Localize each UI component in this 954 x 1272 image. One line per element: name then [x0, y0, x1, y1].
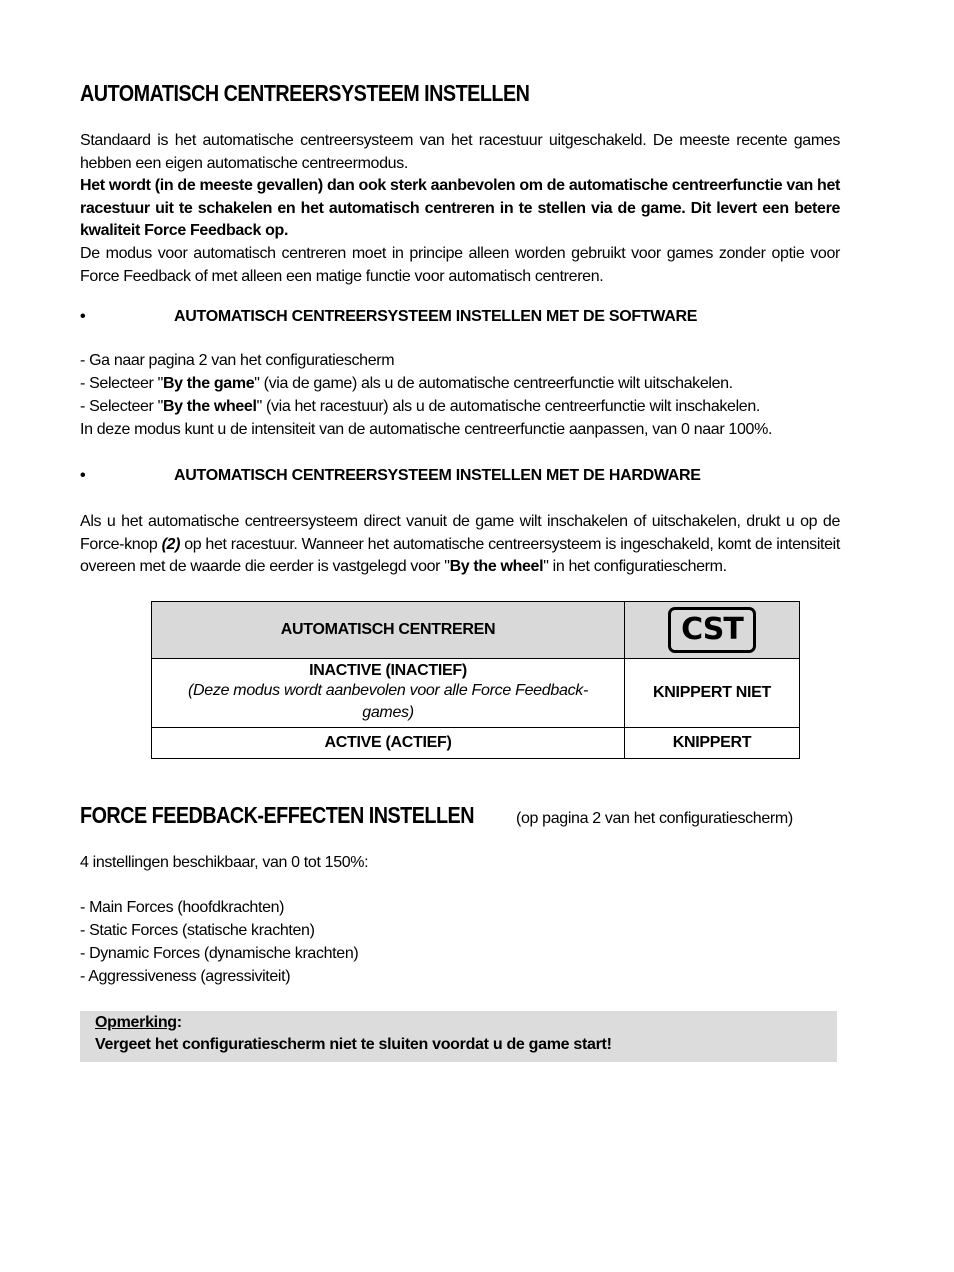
- recommendation-paragraph: Het wordt (in de meeste gevallen) dan ook sterk aanbevolen om de automatische centreerfunctie van het racestuur uit te schakelen en het automatisch centreren in te stellen via de game. Dit levert een betere kwaliteit Force Feedback op.: [80, 177, 840, 240]
- force-feedback-title-note: (op pagina 2 van het configuratiescherm): [516, 810, 793, 827]
- table-header-logo-cell: [625, 602, 800, 659]
- table-row: [152, 728, 800, 759]
- table-header-row: [152, 602, 800, 659]
- software-step-3: - Selecteer "By the wheel" (via het racestuur) als u de automatische centreerfunctie wilt inschakelen.: [80, 398, 760, 415]
- software-step-2: - Selecteer "By the game" (via de game) als u de automatische centreerfunctie wilt uitschakelen.: [80, 375, 733, 392]
- software-step-1: - Ga naar pagina 2 van het configuratiescherm: [80, 352, 395, 369]
- usage-paragraph: De modus voor automatisch centreren moet in principe alleen worden gebruikt voor games zonder optie voor Force Feedback of met alleen een matige functie voor automatisch centreren.: [80, 245, 840, 285]
- inactive-value: KNIPPERT NIET: [625, 659, 800, 728]
- table-header-label: AUTOMATISCH CENTREREN: [152, 602, 625, 659]
- bullet-icon: •: [80, 467, 86, 484]
- inactive-cell: [152, 659, 625, 728]
- hardware-paragraph: Als u het automatische centreersysteem direct vanuit de game wilt inschakelen of uitschakelen, drukt u op de Force-knop (2) op het racestuur. Wanneer het automatische centreersysteem is ingeschakeld, komt de intensiteit overeen met de waarde die eerder is vastgelegd voor "By the wheel" in het configuratiescherm.: [80, 513, 840, 576]
- note-text: Vergeet het configuratiescherm niet te sluiten voordat u de game start!: [95, 1036, 612, 1053]
- intro-paragraph: Standaard is het automatische centreersysteem van het racestuur uitgeschakeld. De meeste recente games hebben een eigen automatische centreermodus.: [80, 132, 840, 172]
- settings-intro: 4 instellingen beschikbaar, van 0 tot 150%:: [80, 854, 369, 871]
- bullet-icon: •: [80, 308, 86, 325]
- force-feedback-title: FORCE FEEDBACK-EFFECTEN INSTELLEN: [80, 802, 474, 828]
- list-item: - Dynamic Forces (dynamische krachten): [80, 945, 359, 962]
- inactive-title: INACTIVE (INACTIEF): [309, 662, 467, 679]
- active-value: KNIPPERT: [625, 728, 800, 759]
- list-item: - Static Forces (statische krachten): [80, 922, 315, 939]
- list-item: - Aggressiveness (agressiviteit): [80, 968, 291, 985]
- note-box: [80, 1011, 837, 1062]
- hardware-subheading-text: AUTOMATISCH CENTREERSYSTEEM INSTELLEN MET DE HARDWARE: [174, 467, 701, 484]
- active-title: ACTIVE (ACTIEF): [152, 728, 625, 759]
- note-label: Opmerking:: [95, 1014, 182, 1031]
- software-mode-note: In deze modus kunt u de intensiteit van de automatische centreerfunctie aanpassen, van 0 naar 100%.: [80, 421, 773, 438]
- centering-table: [151, 601, 800, 759]
- inactive-subtitle: (Deze modus wordt aanbevolen voor alle Force Feedback-games): [187, 682, 588, 721]
- list-item: - Main Forces (hoofdkrachten): [80, 899, 285, 916]
- section-title-centering: AUTOMATISCH CENTREERSYSTEEM INSTELLEN: [80, 80, 530, 106]
- cst-logo-icon: CST: [668, 607, 756, 653]
- section-title-force-feedback: [80, 802, 793, 829]
- table-row: [152, 659, 800, 728]
- software-subheading-text: AUTOMATISCH CENTREERSYSTEEM INSTELLEN MET DE SOFTWARE: [174, 308, 698, 325]
